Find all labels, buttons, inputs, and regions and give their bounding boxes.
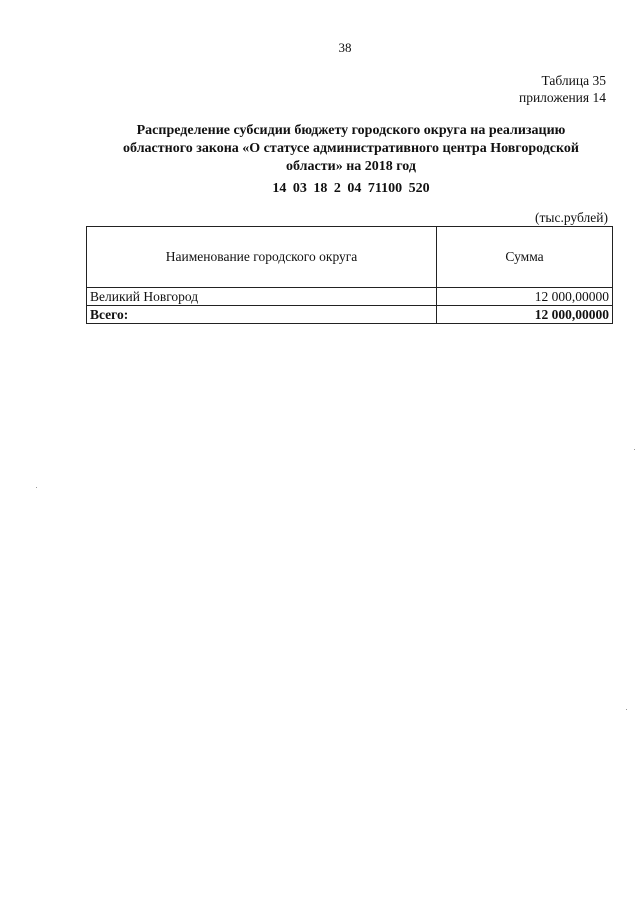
heading-line-1: Распределение субсидии бюджету городского округа на реализацию (136, 123, 566, 138)
page-number: 38 (338, 40, 352, 55)
total-sum: 12 000,00000 (437, 306, 613, 324)
table-reference-appendix: приложения 14 (518, 90, 606, 105)
document-heading (88, 122, 614, 176)
heading-line-3: области» на 2018 год (286, 159, 416, 174)
header-sum: Сумма (437, 227, 613, 288)
subsidy-table (86, 226, 613, 324)
scan-speck (36, 487, 37, 488)
table-reference (519, 72, 606, 106)
row-sum: 12 000,00000 (437, 288, 613, 306)
table-row (87, 288, 613, 306)
total-label: Всего: (87, 306, 437, 324)
units-label: (тыс.рублей) (535, 210, 608, 225)
header-district-name: Наименование городского округа (87, 227, 437, 288)
row-district-name: Великий Новгород (87, 288, 437, 306)
budget-classification-code: 14 03 18 2 04 71100 520 (272, 181, 430, 196)
scan-speck (634, 449, 635, 450)
table-reference-number: Таблица 35 (541, 73, 606, 88)
table-header-row (87, 227, 613, 288)
heading-line-2: областного закона «О статусе административного центра Новгородской (123, 141, 579, 156)
scan-speck (626, 709, 627, 710)
total-row (87, 306, 613, 324)
